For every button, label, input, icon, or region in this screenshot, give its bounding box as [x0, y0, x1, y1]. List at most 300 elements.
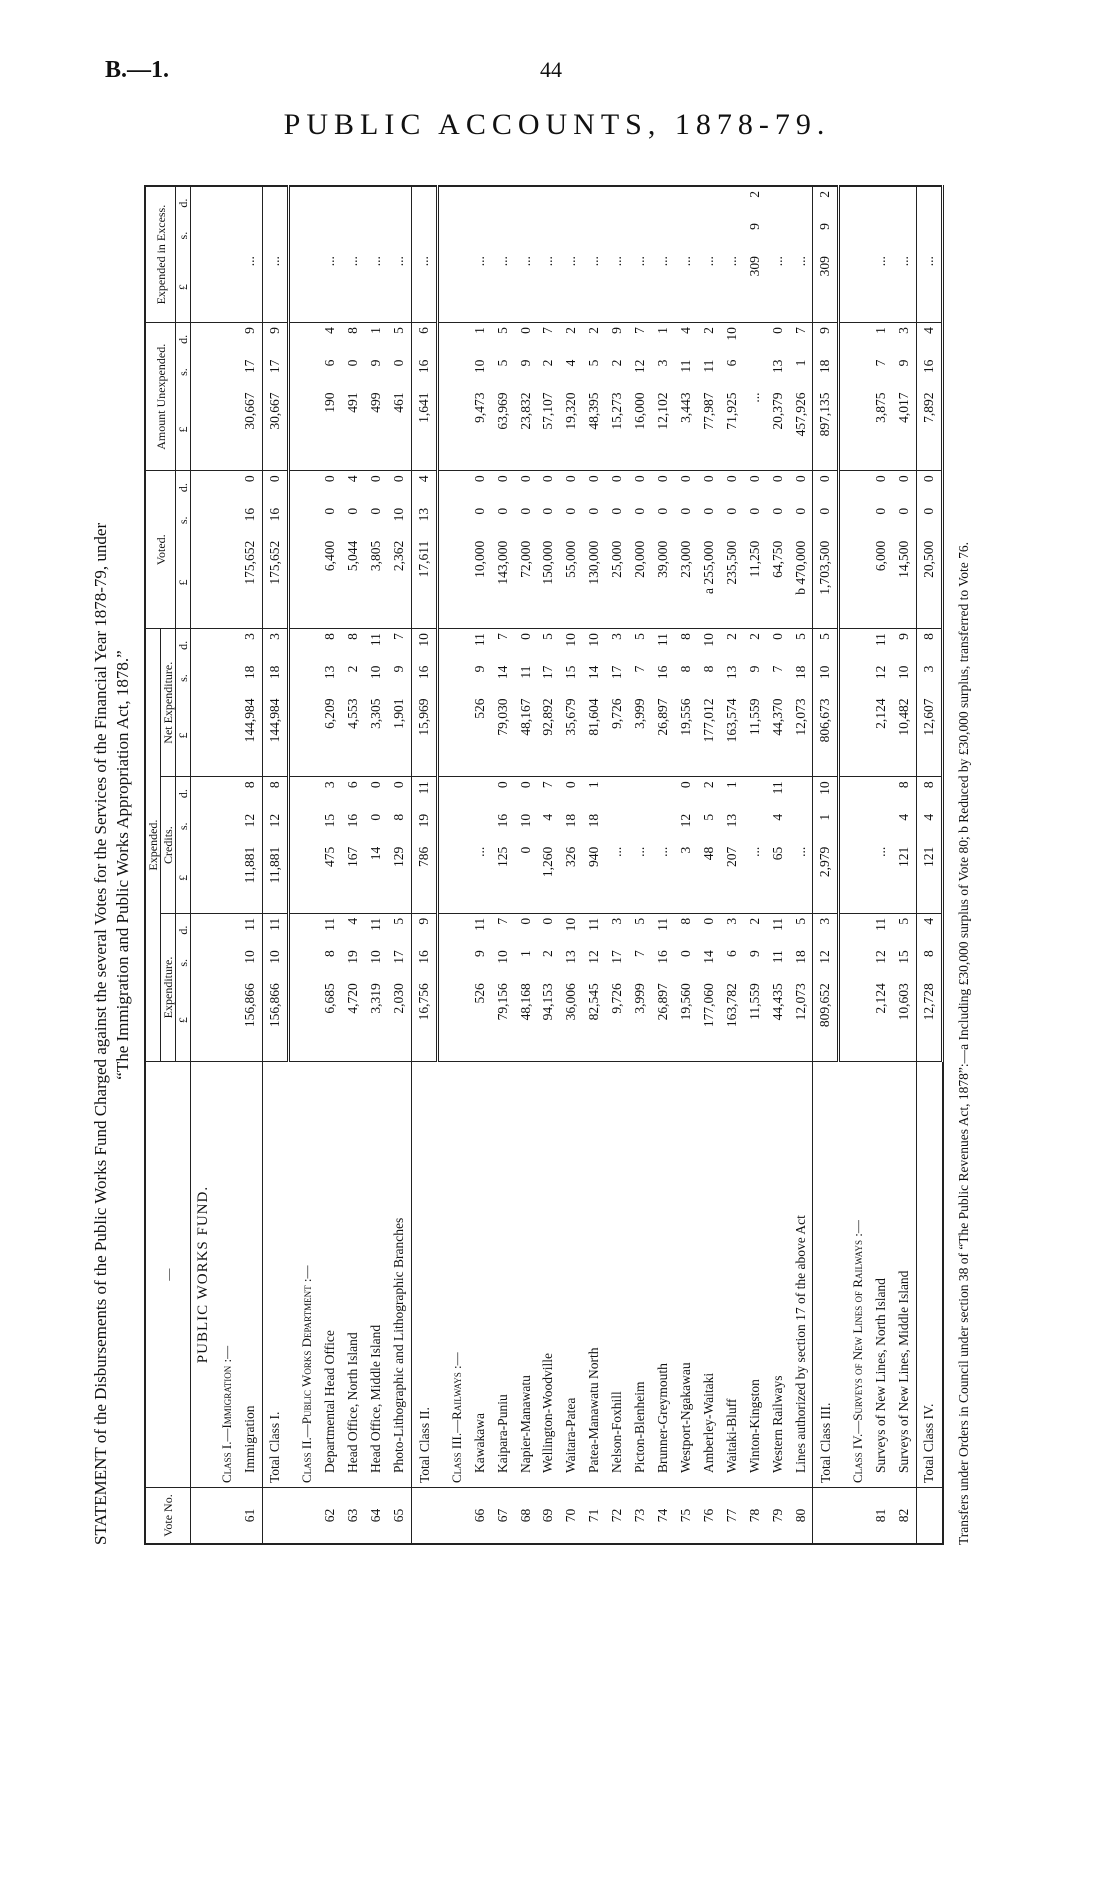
unexp-amount: 4,017 [896, 392, 912, 423]
spacer [437, 979, 445, 1061]
unexp-amount: 9,473 [471, 392, 487, 423]
net-amount: 8 [916, 629, 942, 662]
spacer [296, 356, 319, 389]
class-total-label: Total Class III. [813, 1062, 839, 1488]
unexp-amount: 2 [609, 359, 625, 367]
net-amount: 144,984 [262, 695, 288, 777]
vote-row [675, 186, 698, 1544]
excess-amount: ... [701, 256, 716, 267]
cr-amount: 1 [720, 777, 743, 810]
cr-amount: 2,979 [813, 843, 839, 914]
spacer [296, 777, 319, 810]
voted-amount: 0 [319, 471, 342, 504]
net-amount: 8 [701, 665, 716, 673]
excess-amount: ... [873, 256, 889, 267]
unexp-amount: 19,320 [563, 392, 579, 430]
spacer [437, 471, 445, 504]
class-total-row [916, 186, 942, 1544]
unexp-amount: 4 [563, 359, 579, 367]
spacer-row [839, 186, 847, 1544]
spacer [445, 252, 468, 323]
exp-amount: 526 [471, 983, 487, 1004]
net-amount: 8 [675, 629, 698, 662]
spacer [191, 913, 216, 946]
net-amount: 0 [514, 629, 537, 662]
voted-amount: 39,000 [655, 540, 671, 578]
spacer [216, 537, 239, 629]
exp-amount: 4 [916, 913, 942, 946]
excess-amount: ... [632, 256, 648, 267]
voted-amount: 14,500 [896, 540, 912, 578]
excess-amount: ... [540, 256, 556, 267]
voted-amount: 0 [345, 507, 361, 515]
vote-description: Wellington-Woodville [537, 1062, 560, 1488]
cr-amount [606, 810, 629, 843]
excess-amount [789, 186, 813, 219]
col-expended: Expended. [145, 629, 161, 1062]
cr-amount [870, 777, 893, 810]
voted-amount: 0 [494, 507, 510, 515]
spacer [847, 662, 870, 695]
net-amount: 8 [678, 665, 694, 673]
spacer [445, 810, 468, 843]
voted-amount: 0 [789, 471, 813, 504]
net-amount: 48,167 [517, 698, 533, 736]
voted-amount: 17,611 [411, 537, 437, 629]
exp-amount: 9 [471, 950, 487, 958]
exp-amount: 82,545 [586, 983, 602, 1021]
excess-amount [365, 186, 388, 219]
spacer [296, 186, 319, 219]
spacer [216, 946, 239, 979]
vote-description: Head Office, Middle Island [365, 1062, 388, 1488]
exp-amount: 8 [916, 946, 942, 979]
exp-amount: 5 [789, 913, 813, 946]
net-amount: 15 [563, 665, 579, 680]
voted-amount: 0 [701, 507, 716, 515]
class-total-row [411, 186, 437, 1544]
spacer [847, 471, 870, 504]
cr-amount: 125 [494, 846, 510, 868]
spacer [847, 219, 870, 252]
vote-number: 78 [743, 1488, 766, 1544]
exp-amount: 10 [242, 950, 258, 964]
net-amount: 10 [896, 665, 912, 680]
vote-description: Nelson-Foxhill [606, 1062, 629, 1488]
unexp-amount: 15,273 [609, 392, 625, 430]
lsd-unit: s. [176, 356, 191, 389]
cr-amount: 207 [723, 846, 739, 868]
vote-row [629, 186, 652, 1544]
unexp-amount [743, 323, 766, 356]
statement-line-2: “The Immigration and Public Works Appropriation Act, 1878.” [113, 650, 132, 1080]
voted-amount: 0 [675, 471, 698, 504]
cr-amount [468, 777, 491, 810]
vote-row [560, 186, 583, 1544]
voted-amount: 0 [514, 471, 537, 504]
unexp-amount: 190 [322, 392, 338, 413]
vote-number: 65 [388, 1488, 412, 1544]
lsd-unit: s. [176, 219, 191, 252]
net-amount: 13 [322, 665, 338, 680]
voted-amount: 0 [769, 507, 785, 515]
exp-amount: 5 [388, 913, 412, 946]
lsd-unit: £ [176, 252, 191, 323]
col-net: Net Expenditure. [161, 629, 176, 777]
spacer [437, 504, 445, 537]
unexp-amount: 1 [870, 323, 893, 356]
excess-amount [629, 186, 652, 219]
exp-amount: 2 [743, 913, 766, 946]
cr-amount: ... [792, 846, 808, 857]
exp-amount: 11 [262, 913, 288, 946]
exp-amount: 9,726 [609, 983, 625, 1014]
spacer [839, 810, 847, 843]
vote-row [239, 186, 263, 1544]
voted-amount: 0 [813, 471, 839, 504]
excess-amount [342, 219, 365, 252]
spacer [813, 1488, 839, 1544]
exp-amount: 11 [319, 913, 342, 946]
exp-amount: 7 [491, 913, 514, 946]
spacer [288, 913, 296, 946]
spacer [191, 219, 216, 252]
spacer [288, 843, 296, 914]
spacer [216, 695, 239, 777]
voted-amount: 130,000 [586, 540, 602, 585]
excess-amount [720, 219, 743, 252]
excess-amount: ... [655, 256, 671, 267]
cr-amount [743, 777, 766, 810]
rotated-statement [90, 185, 990, 1545]
cr-amount [606, 777, 629, 810]
spacer [216, 979, 239, 1061]
lsd-unit: d. [176, 471, 191, 504]
net-amount: 3,305 [368, 698, 384, 729]
unexp-amount: 897,135 [813, 389, 839, 471]
unexp-amount: 16 [916, 356, 942, 389]
excess-amount: ... [609, 256, 625, 267]
net-amount: 18 [792, 665, 808, 680]
spacer [288, 946, 296, 979]
spacer [216, 471, 239, 504]
exp-amount: 1 [517, 950, 533, 958]
spacer [445, 504, 468, 537]
exp-amount: 4 [342, 913, 365, 946]
cr-amount: 65 [769, 846, 785, 861]
cr-amount: 121 [916, 843, 942, 914]
exp-amount: 0 [537, 913, 560, 946]
exp-amount: 11 [769, 950, 785, 964]
spacer-row [437, 186, 445, 1544]
excess-amount [319, 186, 342, 219]
excess-amount [766, 186, 789, 219]
vote-row [743, 186, 766, 1544]
spacer [216, 810, 239, 843]
excess-amount [606, 219, 629, 252]
unexp-amount: 499 [368, 392, 384, 413]
unexp-amount: ... [746, 392, 762, 403]
exp-amount: 7 [632, 950, 648, 958]
spacer [296, 979, 319, 1061]
exp-amount: 6,685 [322, 983, 338, 1014]
exp-amount: 10 [262, 946, 288, 979]
spacer [288, 695, 296, 777]
net-amount: 7 [491, 629, 514, 662]
voted-amount: 0 [583, 471, 606, 504]
vote-number: 61 [239, 1488, 263, 1544]
spacer [839, 356, 847, 389]
net-amount: 12,607 [916, 695, 942, 777]
class-title: Class I.—Immigration :— [216, 1062, 239, 1488]
excess-amount [698, 186, 721, 219]
spacer [847, 629, 870, 662]
spacer [839, 629, 847, 662]
spacer [411, 1488, 437, 1544]
excess-amount [468, 219, 491, 252]
excess-amount [893, 219, 917, 252]
exp-amount: 3 [606, 913, 629, 946]
voted-amount: 0 [723, 507, 739, 515]
voted-amount: 3,805 [368, 540, 384, 572]
lsd-unit: s. [176, 504, 191, 537]
spacer [839, 471, 847, 504]
cr-amount: 8 [916, 777, 942, 810]
unexp-amount: 4 [675, 323, 698, 356]
lsd-unit: £ [176, 537, 191, 629]
cr-amount: 11 [411, 777, 437, 810]
excess-amount [652, 186, 675, 219]
voted-amount: 16 [262, 504, 288, 537]
cr-amount: 8 [391, 813, 407, 821]
unexp-amount: 9 [606, 323, 629, 356]
spacer [839, 946, 847, 979]
class-heading-row [445, 186, 468, 1544]
spacer [437, 777, 445, 810]
lsd-unit: s. [176, 810, 191, 843]
spacer [191, 186, 216, 219]
voted-amount: 0 [563, 507, 579, 515]
cr-amount: 8 [239, 777, 263, 810]
unexp-amount: 9 [368, 359, 384, 367]
net-amount: 15,969 [411, 695, 437, 777]
net-amount: 6,209 [322, 698, 338, 729]
voted-amount: 16 [242, 507, 258, 522]
spacer [191, 629, 216, 662]
vote-row [365, 186, 388, 1544]
cr-amount [468, 810, 491, 843]
class-total-label: Total Class I. [262, 1062, 288, 1488]
exp-amount: 8 [675, 913, 698, 946]
net-amount: 35,679 [563, 698, 579, 736]
spacer [216, 356, 239, 389]
spacer [839, 979, 847, 1061]
voted-amount: 175,652 [262, 537, 288, 629]
spacer [437, 913, 445, 946]
voted-amount: 20,000 [632, 540, 648, 578]
spacer [437, 252, 445, 323]
excess-amount [491, 186, 514, 219]
vote-description: Winton-Kingston [743, 1062, 766, 1488]
cr-amount: 4 [540, 813, 556, 821]
excess-amount [468, 186, 491, 219]
spacer [296, 252, 319, 323]
spacer [847, 537, 870, 629]
net-amount: 11 [870, 629, 893, 662]
spacer [216, 1488, 239, 1544]
vote-row [720, 186, 743, 1544]
cr-amount: 0 [365, 777, 388, 810]
voted-amount: 20,500 [916, 537, 942, 629]
spacer [839, 389, 847, 471]
voted-amount: 0 [368, 507, 384, 515]
excess-amount [766, 219, 789, 252]
vote-row [893, 186, 917, 1544]
excess-amount [514, 186, 537, 219]
net-amount: 10 [411, 629, 437, 662]
exp-amount: 44,435 [769, 983, 785, 1021]
spacer [288, 810, 296, 843]
spacer [191, 979, 216, 1061]
excess-amount [675, 186, 698, 219]
net-amount: 2 [720, 629, 743, 662]
unexp-amount: 5 [586, 359, 602, 367]
exp-amount: 10,603 [896, 983, 912, 1021]
disbursements-table [144, 185, 944, 1545]
excess-amount [560, 186, 583, 219]
spacer [288, 504, 296, 537]
excess-amount [262, 186, 288, 219]
spacer [847, 356, 870, 389]
unexp-amount: 20,379 [769, 392, 785, 430]
spacer [839, 777, 847, 810]
net-amount: 16 [411, 662, 437, 695]
unexp-amount: 17 [262, 356, 288, 389]
cr-amount: 6 [342, 777, 365, 810]
cr-amount [629, 810, 652, 843]
unexp-amount: 9 [896, 359, 912, 367]
cr-amount: 129 [391, 846, 407, 868]
excess-amount: ... [563, 256, 579, 267]
cr-amount: 12 [678, 813, 694, 828]
voted-amount: 143,000 [494, 540, 510, 585]
spacer [288, 389, 296, 471]
cr-amount: 11,881 [242, 846, 258, 884]
lsd-unit: £ [176, 695, 191, 777]
class-title: Class III.—Railways :— [445, 1062, 468, 1488]
spacer [296, 323, 319, 356]
lsd-unit: d. [176, 323, 191, 356]
spacer [916, 1488, 942, 1544]
spacer [216, 843, 239, 914]
lsd-unit: d. [176, 777, 191, 810]
cr-amount: 13 [723, 813, 739, 828]
spacer [839, 219, 847, 252]
unexp-amount: 9 [813, 323, 839, 356]
exp-amount: 17 [609, 950, 625, 964]
net-amount: 81,604 [586, 698, 602, 736]
vote-description: Picton-Blenheim [629, 1062, 652, 1488]
cr-amount: 12 [262, 810, 288, 843]
exp-amount: 16 [655, 950, 671, 964]
net-amount: 1,901 [391, 698, 407, 729]
voted-amount: 0 [813, 504, 839, 537]
cr-amount: 1,260 [540, 846, 556, 878]
exp-amount: 9 [746, 950, 762, 958]
vote-number: 67 [491, 1488, 514, 1544]
unexp-amount: 9 [517, 359, 533, 367]
excess-amount: ... [517, 256, 533, 267]
unexp-amount: 2 [583, 323, 606, 356]
unexp-amount: 457,926 [792, 392, 808, 437]
net-amount: 18 [242, 665, 258, 680]
cr-amount: 0 [560, 777, 583, 810]
cr-amount: 0 [675, 777, 698, 810]
vote-number: 64 [365, 1488, 388, 1544]
spacer [847, 810, 870, 843]
unexp-amount: 6 [322, 359, 338, 367]
spacer [216, 323, 239, 356]
excess-amount [319, 219, 342, 252]
cr-amount: 786 [411, 843, 437, 914]
excess-amount [583, 186, 606, 219]
unexp-amount: 6 [411, 323, 437, 356]
unexp-amount: 7 [629, 323, 652, 356]
spacer [296, 629, 319, 662]
cr-amount: 1 [813, 810, 839, 843]
net-amount: 5 [629, 629, 652, 662]
unexp-amount: 16,000 [632, 392, 648, 430]
spacer [445, 843, 468, 914]
unexp-amount: 2 [540, 359, 556, 367]
unexp-amount: 1 [652, 323, 675, 356]
spacer [288, 252, 296, 323]
net-amount: 17 [540, 665, 556, 680]
unexp-amount: 2 [698, 323, 721, 356]
cr-amount [743, 810, 766, 843]
excess-amount [916, 219, 942, 252]
cr-amount: 14 [368, 846, 384, 861]
cr-amount: 19 [411, 810, 437, 843]
voted-amount: 0 [365, 471, 388, 504]
spacer [288, 471, 296, 504]
unexp-amount: 5 [491, 323, 514, 356]
spacer [437, 810, 445, 843]
vote-number: 69 [537, 1488, 560, 1544]
excess-amount [388, 219, 412, 252]
excess-amount [789, 219, 813, 252]
lsd-unit: d. [176, 186, 191, 219]
cr-amount: ... [873, 846, 889, 857]
section-title-row [191, 186, 216, 1544]
spacer [437, 1488, 445, 1544]
exp-amount: 156,866 [262, 979, 288, 1061]
net-amount: 3 [262, 629, 288, 662]
net-amount: 2 [345, 665, 361, 673]
exp-amount: 8 [322, 950, 338, 958]
voted-amount: 0 [540, 507, 556, 515]
net-amount: 14 [494, 665, 510, 680]
net-amount: 18 [262, 662, 288, 695]
spacer [839, 662, 847, 695]
class-total-label: Total Class II. [411, 1062, 437, 1488]
voted-amount: 1,703,500 [813, 537, 839, 629]
cr-amount: 12 [242, 813, 258, 828]
unexp-amount: 7,892 [916, 389, 942, 471]
exp-amount: 156,866 [242, 983, 258, 1028]
unexp-amount: 30,667 [242, 392, 258, 430]
exp-amount: 10 [560, 913, 583, 946]
